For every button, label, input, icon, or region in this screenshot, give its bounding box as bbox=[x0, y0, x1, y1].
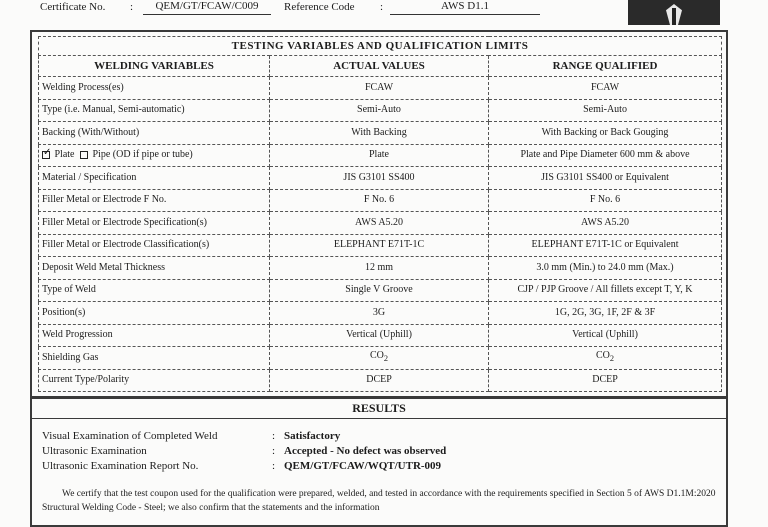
table-row bbox=[39, 212, 722, 235]
result-value: QEM/GT/FCAW/WQT/UTR-009 bbox=[284, 460, 442, 472]
row-actual: JIS G3101 SS400 bbox=[270, 167, 489, 190]
row-actual bbox=[270, 347, 489, 370]
row-actual: 12 mm bbox=[270, 257, 489, 280]
plate-label: Plate bbox=[54, 149, 75, 161]
column-header-actual: ACTUAL VALUES bbox=[270, 56, 489, 77]
result-colon: : bbox=[272, 445, 276, 457]
table-row bbox=[39, 257, 722, 280]
table-row bbox=[39, 77, 722, 100]
pipe-label: Pipe (OD if pipe or tube) bbox=[92, 149, 193, 161]
row-label: Shielding Gas bbox=[39, 347, 270, 370]
pipe-checkbox bbox=[80, 151, 88, 159]
result-value: Accepted - No defect was observed bbox=[284, 445, 447, 457]
result-value: Satisfactory bbox=[284, 430, 341, 442]
certificate-number-colon: : bbox=[130, 1, 134, 13]
table-title: TESTING VARIABLES AND QUALIFICATION LIMITS bbox=[39, 37, 722, 56]
row-actual: Plate bbox=[270, 144, 489, 167]
gas-subscript: 2 bbox=[383, 354, 389, 364]
row-actual: DCEP bbox=[270, 369, 489, 392]
row-label: Type of Weld bbox=[39, 279, 270, 302]
row-actual: ELEPHANT E71T-1C bbox=[270, 234, 489, 257]
row-actual: Vertical (Uphill) bbox=[270, 324, 489, 347]
table-row bbox=[39, 279, 722, 302]
column-header-range: RANGE QUALIFIED bbox=[489, 56, 722, 77]
testing-variables-table bbox=[38, 36, 722, 392]
row-range: CJP / PJP Groove / All fillets except T, Y, K bbox=[489, 279, 722, 302]
result-colon: : bbox=[272, 430, 276, 442]
certificate-number-value: QEM/GT/FCAW/C009 bbox=[143, 0, 271, 15]
result-label: Ultrasonic Examination bbox=[42, 445, 147, 457]
row-label: Filler Metal or Electrode F No. bbox=[39, 189, 270, 212]
plate-checkbox bbox=[42, 146, 52, 159]
table-row bbox=[39, 234, 722, 257]
row-label: Backing (With/Without) bbox=[39, 122, 270, 145]
row-range: 1G, 2G, 3G, 1F, 2F & 3F bbox=[489, 302, 722, 325]
result-label: Visual Examination of Completed Weld bbox=[42, 430, 218, 442]
check-mark-icon: ✓ bbox=[43, 146, 52, 158]
table-row bbox=[39, 369, 722, 392]
row-label: Filler Metal or Electrode Specification(s) bbox=[39, 212, 270, 235]
row-range: Vertical (Uphill) bbox=[489, 324, 722, 347]
row-range: 3.0 mm (Min.) to 24.0 mm (Max.) bbox=[489, 257, 722, 280]
row-actual: F No. 6 bbox=[270, 189, 489, 212]
table-row bbox=[39, 122, 722, 145]
row-range: FCAW bbox=[489, 77, 722, 100]
row-actual: 3G bbox=[270, 302, 489, 325]
row-label: Filler Metal or Electrode Classification(s) bbox=[39, 234, 270, 257]
row-actual: Semi-Auto bbox=[270, 99, 489, 122]
row-actual: Single V Groove bbox=[270, 279, 489, 302]
results-title: RESULTS bbox=[32, 399, 726, 419]
row-label: Type (i.e. Manual, Semi-automatic) bbox=[39, 99, 270, 122]
gas-subscript: 2 bbox=[609, 354, 615, 364]
table-row bbox=[39, 144, 722, 167]
row-range: With Backing or Back Gouging bbox=[489, 122, 722, 145]
row-range: F No. 6 bbox=[489, 189, 722, 212]
reference-code-label: Reference Code bbox=[284, 1, 355, 13]
row-actual: AWS A5.20 bbox=[270, 212, 489, 235]
result-colon: : bbox=[272, 460, 276, 472]
row-label: Deposit Weld Metal Thickness bbox=[39, 257, 270, 280]
table-row bbox=[39, 167, 722, 190]
row-range: AWS A5.20 bbox=[489, 212, 722, 235]
results-panel bbox=[30, 397, 728, 527]
gas-formula: CO bbox=[369, 350, 384, 362]
row-range: JIS G3101 SS400 or Equivalent bbox=[489, 167, 722, 190]
reference-code-colon: : bbox=[380, 1, 384, 13]
row-range: ELEPHANT E71T-1C or Equivalent bbox=[489, 234, 722, 257]
table-row bbox=[39, 302, 722, 325]
table-row bbox=[39, 99, 722, 122]
row-actual: FCAW bbox=[270, 77, 489, 100]
certificate-number-label: Certificate No. bbox=[40, 1, 106, 13]
row-actual: With Backing bbox=[270, 122, 489, 145]
welder-photo bbox=[628, 0, 720, 25]
result-label: Ultrasonic Examination Report No. bbox=[42, 460, 199, 472]
row-label: Weld Progression bbox=[39, 324, 270, 347]
row-label: Welding Process(es) bbox=[39, 77, 270, 100]
gas-formula: CO bbox=[595, 350, 610, 362]
row-label: Position(s) bbox=[39, 302, 270, 325]
row-label: Material / Specification bbox=[39, 167, 270, 190]
row-range: DCEP bbox=[489, 369, 722, 392]
column-header-variables: WELDING VARIABLES bbox=[39, 56, 270, 77]
table-row bbox=[39, 347, 722, 370]
reference-code-value: AWS D1.1 bbox=[390, 0, 540, 15]
table-row bbox=[39, 189, 722, 212]
row-range: Plate and Pipe Diameter 600 mm & above bbox=[489, 144, 722, 167]
table-row bbox=[39, 324, 722, 347]
row-range bbox=[489, 347, 722, 370]
plate-pipe-selector bbox=[39, 144, 270, 167]
row-label: Current Type/Polarity bbox=[39, 369, 270, 392]
row-range: Semi-Auto bbox=[489, 99, 722, 122]
certification-statement: We certify that the test coupon used for the qualification were prepared, welded, and tested in accordance with the requirements specified in Section 5 of AWS D1.1M:2020 Structural Welding Code - Steel; we also confirm that the statements and the information bbox=[42, 489, 716, 513]
